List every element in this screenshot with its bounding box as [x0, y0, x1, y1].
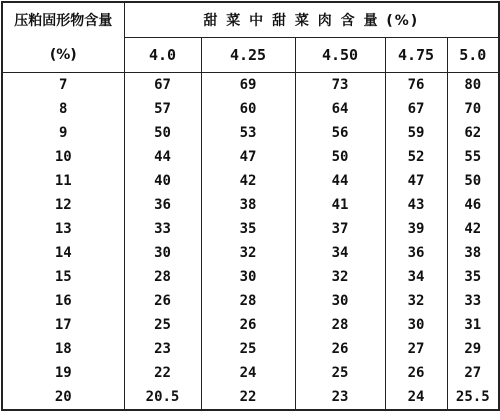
value-cell: 41 [295, 193, 385, 217]
value-cell: 22 [201, 385, 295, 410]
value-cell: 43 [385, 193, 447, 217]
value-cell: 56 [295, 121, 385, 145]
value-cell: 50 [124, 121, 201, 145]
value-cell: 40 [124, 169, 201, 193]
value-cell: 34 [295, 241, 385, 265]
value-cell: 31 [447, 313, 499, 337]
row-header-title: 压粕固形物含量 [2, 2, 124, 38]
value-cell: 27 [385, 337, 447, 361]
table-row [2, 97, 499, 121]
value-cell: 33 [447, 289, 499, 313]
column-header: 4.25 [201, 38, 295, 73]
value-cell: 59 [385, 121, 447, 145]
value-cell: 22 [124, 361, 201, 385]
table-row [2, 73, 499, 98]
solid-content-cell: 11 [2, 169, 124, 193]
value-cell: 67 [124, 73, 201, 98]
solid-content-cell: 7 [2, 73, 124, 98]
table-row [2, 217, 499, 241]
value-cell: 80 [447, 73, 499, 98]
value-cell: 30 [201, 265, 295, 289]
value-cell: 38 [447, 241, 499, 265]
beet-pulp-table [1, 1, 500, 411]
value-cell: 32 [385, 289, 447, 313]
solid-content-cell: 16 [2, 289, 124, 313]
value-cell: 27 [447, 361, 499, 385]
solid-content-cell: 19 [2, 361, 124, 385]
value-cell: 50 [447, 169, 499, 193]
value-cell: 25 [124, 313, 201, 337]
value-cell: 35 [447, 265, 499, 289]
value-cell: 69 [201, 73, 295, 98]
value-cell: 25 [295, 361, 385, 385]
value-cell: 57 [124, 97, 201, 121]
value-cell: 37 [295, 217, 385, 241]
value-cell: 30 [124, 241, 201, 265]
table-row [2, 265, 499, 289]
table-row [2, 145, 499, 169]
value-cell: 30 [295, 289, 385, 313]
value-cell: 52 [385, 145, 447, 169]
value-cell: 33 [124, 217, 201, 241]
column-header: 4.0 [124, 38, 201, 73]
value-cell: 70 [447, 97, 499, 121]
value-cell: 64 [295, 97, 385, 121]
value-cell: 60 [201, 97, 295, 121]
value-cell: 28 [124, 265, 201, 289]
value-cell: 26 [295, 337, 385, 361]
table-row [2, 337, 499, 361]
table-row [2, 313, 499, 337]
value-cell: 23 [124, 337, 201, 361]
solid-content-cell: 9 [2, 121, 124, 145]
solid-content-cell: 20 [2, 385, 124, 410]
value-cell: 36 [124, 193, 201, 217]
value-cell: 32 [295, 265, 385, 289]
value-cell: 25 [201, 337, 295, 361]
value-cell: 55 [447, 145, 499, 169]
value-cell: 42 [201, 169, 295, 193]
value-cell: 67 [385, 97, 447, 121]
value-cell: 26 [385, 361, 447, 385]
solid-content-cell: 18 [2, 337, 124, 361]
header-row-1 [2, 2, 499, 38]
value-cell: 29 [447, 337, 499, 361]
value-cell: 46 [447, 193, 499, 217]
table-row [2, 289, 499, 313]
group-header: 甜 菜 中 甜 菜 肉 含 量 (%) [124, 2, 499, 38]
value-cell: 38 [201, 193, 295, 217]
value-cell: 30 [385, 313, 447, 337]
value-cell: 24 [385, 385, 447, 410]
solid-content-cell: 13 [2, 217, 124, 241]
value-cell: 50 [295, 145, 385, 169]
solid-content-cell: 8 [2, 97, 124, 121]
value-cell: 26 [124, 289, 201, 313]
value-cell: 24 [201, 361, 295, 385]
value-cell: 47 [201, 145, 295, 169]
table-row [2, 241, 499, 265]
value-cell: 73 [295, 73, 385, 98]
value-cell: 28 [201, 289, 295, 313]
solid-content-cell: 12 [2, 193, 124, 217]
value-cell: 47 [385, 169, 447, 193]
column-header: 4.50 [295, 38, 385, 73]
value-cell: 36 [385, 241, 447, 265]
value-cell: 34 [385, 265, 447, 289]
value-cell: 26 [201, 313, 295, 337]
value-cell: 44 [295, 169, 385, 193]
column-header: 5.0 [447, 38, 499, 73]
header-row-2 [2, 38, 499, 73]
value-cell: 23 [295, 385, 385, 410]
value-cell: 76 [385, 73, 447, 98]
table-row [2, 121, 499, 145]
value-cell: 32 [201, 241, 295, 265]
solid-content-cell: 15 [2, 265, 124, 289]
value-cell: 39 [385, 217, 447, 241]
solid-content-cell: 17 [2, 313, 124, 337]
table-row [2, 193, 499, 217]
table-row [2, 385, 499, 410]
solid-content-cell: 14 [2, 241, 124, 265]
row-header-unit: (%) [2, 38, 124, 73]
value-cell: 62 [447, 121, 499, 145]
value-cell: 20.5 [124, 385, 201, 410]
value-cell: 42 [447, 217, 499, 241]
value-cell: 35 [201, 217, 295, 241]
table-row [2, 169, 499, 193]
solid-content-cell: 10 [2, 145, 124, 169]
table-row [2, 361, 499, 385]
value-cell: 25.5 [447, 385, 499, 410]
value-cell: 44 [124, 145, 201, 169]
column-header: 4.75 [385, 38, 447, 73]
value-cell: 28 [295, 313, 385, 337]
value-cell: 53 [201, 121, 295, 145]
